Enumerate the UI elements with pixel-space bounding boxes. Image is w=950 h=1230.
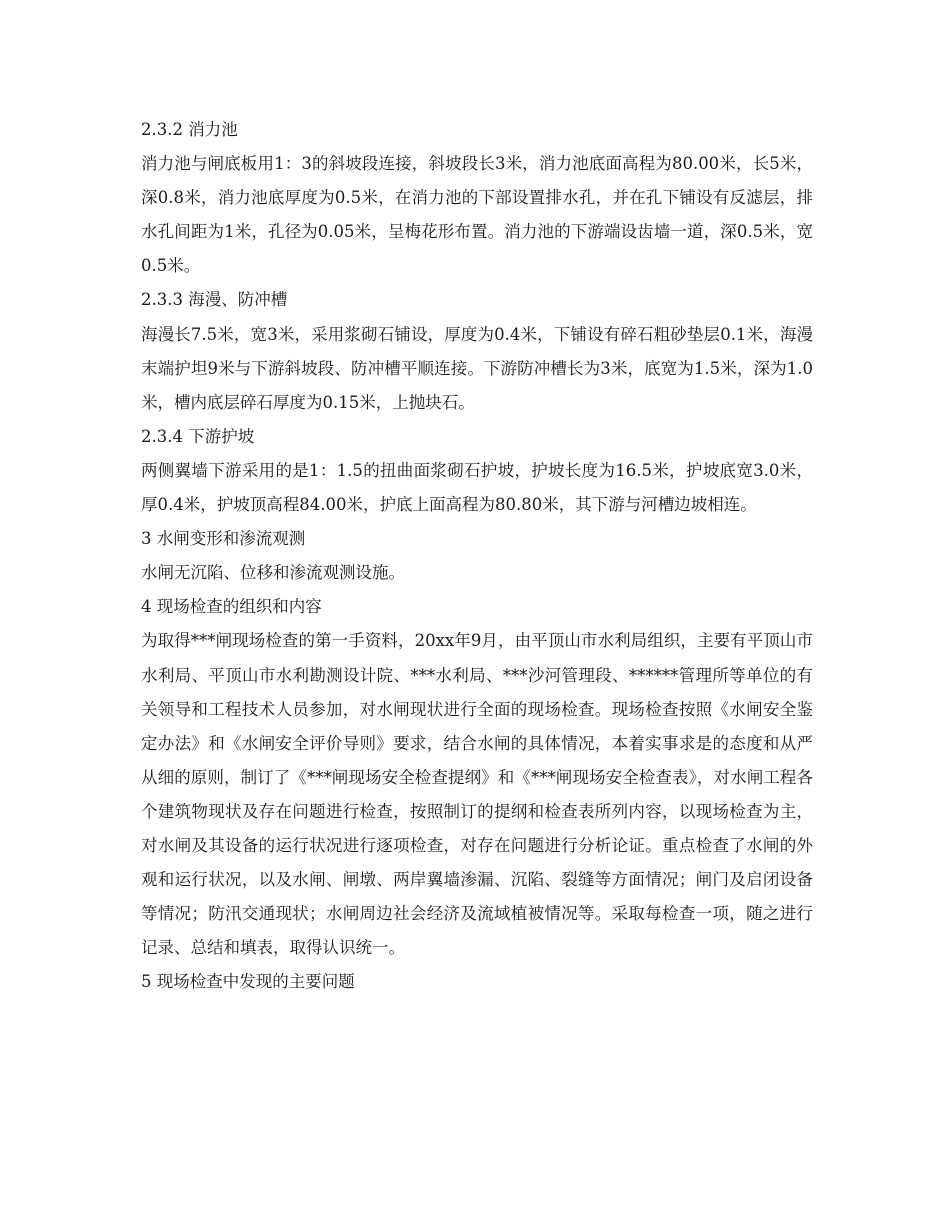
section-heading-3: 3 水闸变形和渗流观测 <box>141 529 306 549</box>
paragraph-stilling-basin: 消力池与闸底板用1：3的斜坡段连接，斜坡段长3米，消力池底面高程为80.00米，长5米，深0.8米，消力池底厚度为0.5米，在消力池的下部设置排水孔，并在孔下铺设有反滤层，排水孔间距为1米，孔径为0.05米，呈梅花形布置。消力池的下游端设齿墙一道，深0.5米，宽0.5米。 <box>141 154 813 276</box>
section-heading-4: 4 现场检查的组织和内容 <box>141 597 322 617</box>
paragraph-apron-scour-trench: 海漫长7.5米，宽3米，采用浆砌石铺设，厚度为0.4米，下铺设有碎石粗砂垫层0.1米，海漫末端护坦9米与下游斜坡段、防冲槽平顺连接。下游防冲槽长为3米，底宽为1.5米，深为1.0米，槽内底层碎石厚度为0.15米，上抛块石。 <box>141 324 813 412</box>
document-body <box>141 113 813 999</box>
paragraph-monitoring: 水闸无沉陷、位移和渗流观测设施。 <box>141 563 405 583</box>
section-heading-5: 5 现场检查中发现的主要问题 <box>141 972 355 992</box>
section-heading-2-3-4: 2.3.4 下游护坡 <box>141 426 255 446</box>
paragraph-site-inspection: 为取得***闸现场检查的第一手资料，20xx年9月，由平顶山市水利局组织，主要有平顶山市水利局、平顶山市水利勘测设计院、***水利局、***沙河管理段、******管理所等单位的有关领导和工程技术人员参加，对水闸现状进行全面的现场检查。现场检查按照《水闸安全鉴定办法》和《水闸安全评价导则》要求，结合水闸的具体情况，本着实事求是的态度和从严从细的原则，制订了《***闸现场安全检查提纲》和《***闸现场安全检查表》，对水闸工程各个建筑物现状及存在问题进行检查，按照制订的提纲和检查表所列内容，以现场检查为主，对水闸及其设备的运行状况进行逐项检查，对存在问题进行分析论证。重点检查了水闸的外观和运行状况，以及水闸、闸墩、两岸翼墙渗漏、沉陷、裂缝等方面情况；闸门及启闭设备等情况；防汛交通现状；水闸周边社会经济及流域植被情况等。采取每检查一项，随之进行记录、总结和填表，取得认识统一。 <box>141 631 813 958</box>
section-heading-2-3-2: 2.3.2 消力池 <box>141 120 238 139</box>
section-heading-2-3-3: 2.3.3 海漫、防冲槽 <box>141 290 288 310</box>
paragraph-downstream-slope: 两侧翼墙下游采用的是1：1.5的扭曲面浆砌石护坡，护坡长度为16.5米，护坡底宽3.0米，厚0.4米，护坡顶高程84.00米，护底上面高程为80.80米，其下游与河槽边坡相连。 <box>141 460 813 515</box>
